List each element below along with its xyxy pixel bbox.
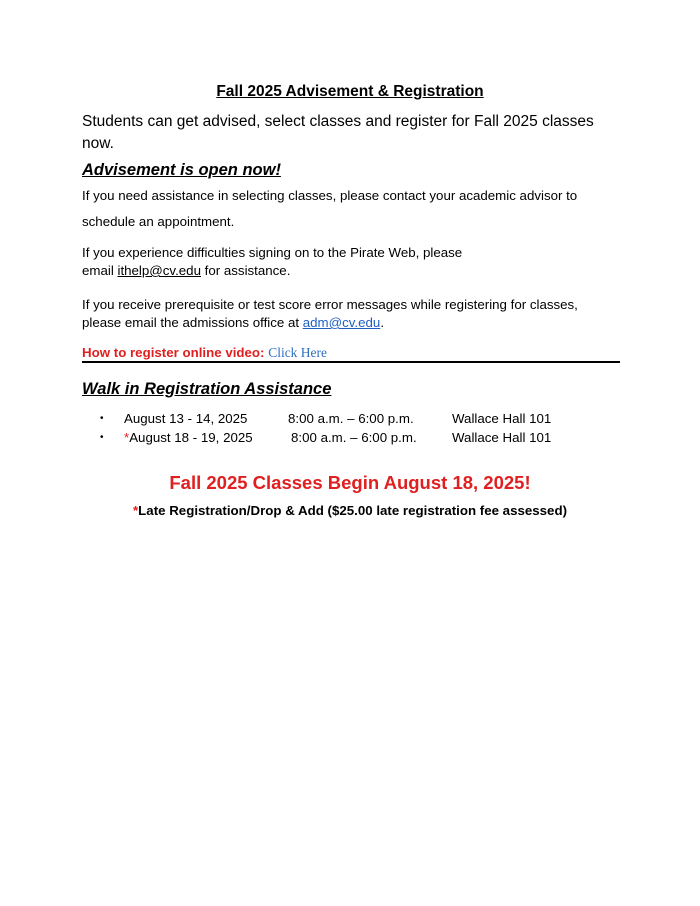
- prereq-line2: [82, 314, 622, 332]
- page-title: Fall 2025 Advisement & Registration: [216, 83, 484, 100]
- walk-in-date: *August 18 - 19, 2025: [124, 430, 253, 445]
- pirate-web-suffix: for assistance.: [200, 263, 291, 278]
- advisement-heading: Advisement is open now!: [82, 161, 281, 179]
- late-registration-note: [0, 502, 700, 520]
- section-divider: [82, 361, 620, 363]
- asterisk-marker: *: [124, 430, 130, 445]
- pirate-web-line2: [82, 262, 622, 280]
- list-item: [100, 409, 580, 428]
- video-line: [82, 344, 327, 362]
- prereq-suffix: .: [380, 315, 385, 330]
- pirate-web-line1: If you experience difficulties signing on to the Pirate Web, please: [82, 245, 463, 260]
- walk-in-list: [100, 409, 580, 447]
- list-item: [100, 428, 580, 447]
- click-here-link[interactable]: Click Here: [268, 345, 328, 360]
- advisement-paragraph: If you need assistance in selecting classes, please contact your academic advisor to schedule an appointment.: [82, 188, 578, 229]
- video-label: How to register online video:: [82, 345, 269, 360]
- pirate-web-paragraph: [82, 244, 622, 280]
- prereq-line1: If you receive prerequisite or test score error messages while registering for classes,: [82, 297, 578, 312]
- intro-text: Students can get advised, select classes and register for Fall 2025 classes now.: [82, 113, 594, 152]
- prereq-paragraph: [82, 296, 622, 332]
- admissions-email-link[interactable]: adm@cv.edu: [302, 315, 381, 330]
- asterisk-marker: *: [132, 503, 139, 518]
- walk-in-location: Wallace Hall 101: [452, 430, 552, 445]
- walk-in-time: 8:00 a.m. – 6:00 p.m.: [291, 430, 417, 445]
- classes-begin-banner: Fall 2025 Classes Begin August 18, 2025!: [169, 472, 531, 493]
- prereq-prefix: please email the admissions office at: [82, 315, 303, 330]
- late-registration-text: Late Registration/Drop & Add ($25.00 late registration fee assessed): [138, 503, 568, 518]
- pirate-web-prefix: email: [82, 263, 118, 278]
- walk-in-heading: Walk in Registration Assistance: [82, 380, 332, 398]
- ithelp-email-link[interactable]: ithelp@cv.edu: [117, 263, 201, 278]
- walk-in-time: 8:00 a.m. – 6:00 p.m.: [288, 411, 414, 426]
- bullet-icon: •: [100, 432, 104, 443]
- bullet-icon: •: [100, 413, 104, 424]
- walk-in-date: August 13 - 14, 2025: [124, 411, 248, 426]
- walk-in-location: Wallace Hall 101: [452, 411, 552, 426]
